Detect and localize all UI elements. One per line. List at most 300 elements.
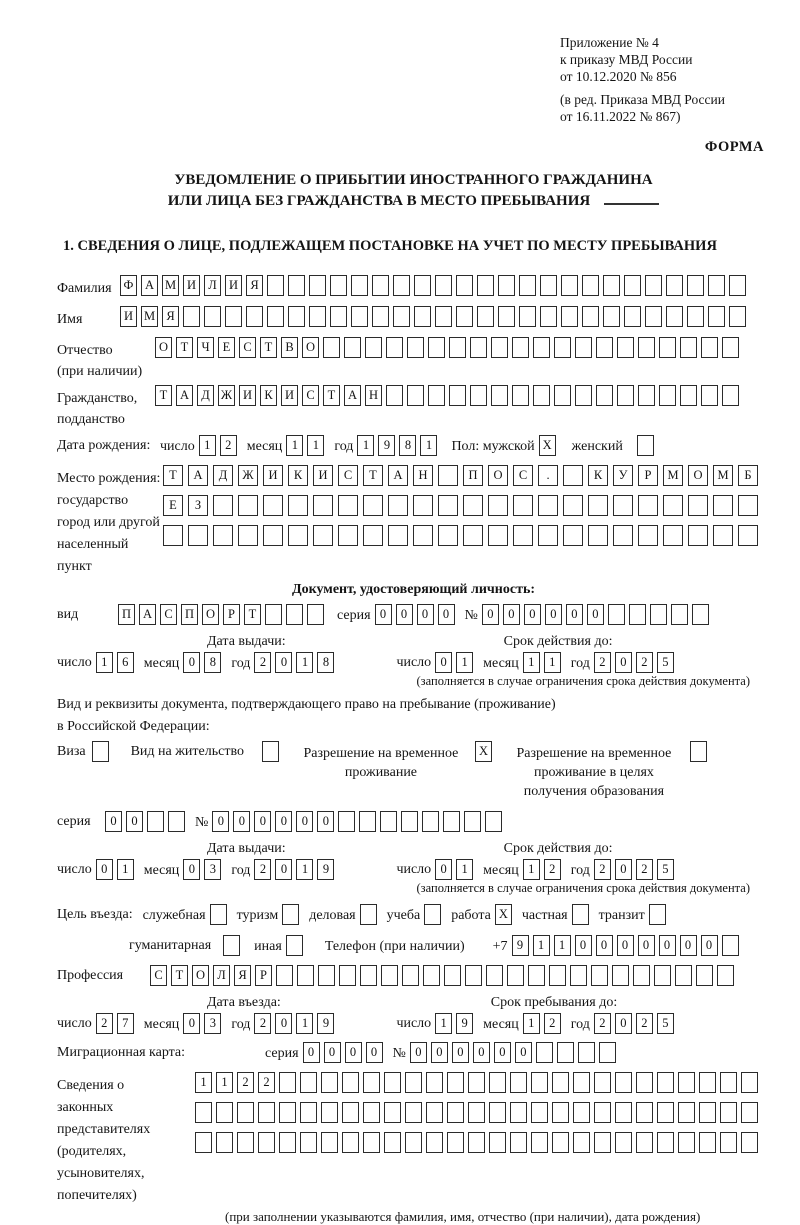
- cell[interactable]: Т: [260, 337, 277, 358]
- citizenship-cells[interactable]: [155, 385, 739, 406]
- cell[interactable]: В: [281, 337, 298, 358]
- cell[interactable]: 1: [523, 1013, 540, 1034]
- cell[interactable]: [573, 1132, 590, 1153]
- cell[interactable]: [384, 1102, 401, 1123]
- cell[interactable]: 9: [317, 859, 334, 880]
- cell[interactable]: [531, 1102, 548, 1123]
- cell[interactable]: [223, 935, 240, 956]
- cell[interactable]: [463, 495, 483, 516]
- cell[interactable]: 0: [545, 604, 562, 625]
- phone-cells[interactable]: [512, 935, 739, 956]
- cell[interactable]: Я: [246, 275, 263, 296]
- cell[interactable]: Ж: [218, 385, 235, 406]
- cell[interactable]: X: [495, 904, 512, 925]
- cell[interactable]: [360, 904, 377, 925]
- cell[interactable]: [701, 385, 718, 406]
- cell[interactable]: [741, 1072, 758, 1093]
- cell[interactable]: [563, 495, 583, 516]
- cell[interactable]: [265, 604, 282, 625]
- cell[interactable]: [713, 525, 733, 546]
- cell[interactable]: [342, 1072, 359, 1093]
- doc-number-cells[interactable]: [482, 604, 709, 625]
- cell[interactable]: Ч: [197, 337, 214, 358]
- cell[interactable]: 2: [594, 859, 611, 880]
- cell[interactable]: 1: [296, 859, 313, 880]
- cell[interactable]: 0: [126, 811, 143, 832]
- cell[interactable]: Ж: [238, 465, 258, 486]
- representatives-row1-cells[interactable]: [195, 1072, 758, 1093]
- cell[interactable]: [468, 1102, 485, 1123]
- cell[interactable]: [438, 525, 458, 546]
- cell[interactable]: 1: [199, 435, 216, 456]
- cell[interactable]: 0: [615, 859, 632, 880]
- residence-issue-day-cells[interactable]: [96, 859, 134, 880]
- cell[interactable]: [282, 904, 299, 925]
- doc-expiry-year-cells[interactable]: [594, 652, 674, 673]
- cell[interactable]: [636, 1072, 653, 1093]
- doc-issue-day-cells[interactable]: [96, 652, 134, 673]
- cell[interactable]: [463, 525, 483, 546]
- cell[interactable]: 2: [636, 652, 653, 673]
- cell[interactable]: [428, 337, 445, 358]
- cell[interactable]: 0: [438, 604, 455, 625]
- cell[interactable]: А: [139, 604, 156, 625]
- cell[interactable]: [456, 275, 473, 296]
- cell[interactable]: [552, 1132, 569, 1153]
- cell[interactable]: О: [192, 965, 209, 986]
- cell[interactable]: Р: [638, 465, 658, 486]
- cell[interactable]: [657, 1072, 674, 1093]
- cell[interactable]: П: [181, 604, 198, 625]
- cell[interactable]: [708, 275, 725, 296]
- cell[interactable]: [263, 495, 283, 516]
- doc-series-cells[interactable]: [375, 604, 455, 625]
- cell[interactable]: У: [613, 465, 633, 486]
- cell[interactable]: [531, 1132, 548, 1153]
- doc-expiry-day-cells[interactable]: [435, 652, 473, 673]
- cell[interactable]: [617, 337, 634, 358]
- cell[interactable]: И: [225, 275, 242, 296]
- cell[interactable]: 0: [410, 1042, 427, 1063]
- cell[interactable]: [489, 1072, 506, 1093]
- cell[interactable]: [678, 1072, 695, 1093]
- cell[interactable]: [435, 275, 452, 296]
- cell[interactable]: [422, 811, 439, 832]
- cell[interactable]: [663, 525, 683, 546]
- cell[interactable]: [168, 811, 185, 832]
- cell[interactable]: [536, 1042, 553, 1063]
- cell[interactable]: 2: [96, 1013, 113, 1034]
- cell[interactable]: 0: [324, 1042, 341, 1063]
- cell[interactable]: [365, 337, 382, 358]
- doc-expiry-month-cells[interactable]: [523, 652, 561, 673]
- cell[interactable]: И: [183, 275, 200, 296]
- cell[interactable]: [717, 965, 734, 986]
- cell[interactable]: И: [313, 465, 333, 486]
- cell[interactable]: [225, 306, 242, 327]
- cell[interactable]: Т: [363, 465, 383, 486]
- cell[interactable]: 0: [275, 652, 292, 673]
- cell[interactable]: [561, 306, 578, 327]
- cell[interactable]: [386, 385, 403, 406]
- cell[interactable]: [513, 495, 533, 516]
- cell[interactable]: [720, 1132, 737, 1153]
- cell[interactable]: [572, 904, 589, 925]
- cell[interactable]: [414, 306, 431, 327]
- cell[interactable]: [573, 1072, 590, 1093]
- cell[interactable]: [213, 525, 233, 546]
- cell[interactable]: [438, 465, 458, 486]
- cell[interactable]: [510, 1132, 527, 1153]
- cell[interactable]: [552, 1102, 569, 1123]
- cell[interactable]: [513, 525, 533, 546]
- cell[interactable]: [393, 306, 410, 327]
- cell[interactable]: [342, 1102, 359, 1123]
- cell[interactable]: 0: [701, 935, 718, 956]
- cell[interactable]: С: [302, 385, 319, 406]
- cell[interactable]: Д: [197, 385, 214, 406]
- cell[interactable]: [338, 811, 355, 832]
- cell[interactable]: Д: [213, 465, 233, 486]
- cell[interactable]: 0: [375, 604, 392, 625]
- cell[interactable]: 2: [254, 652, 271, 673]
- temp-residence-edu-checkbox[interactable]: [690, 741, 707, 762]
- stay-year-cells[interactable]: [594, 1013, 674, 1034]
- cell[interactable]: [372, 306, 389, 327]
- purpose-opt-commercial-checkbox[interactable]: [360, 904, 377, 925]
- cell[interactable]: 0: [452, 1042, 469, 1063]
- cell[interactable]: А: [141, 275, 158, 296]
- sex-male-checkbox[interactable]: [539, 435, 556, 456]
- cell[interactable]: 0: [183, 859, 200, 880]
- cell[interactable]: [638, 525, 658, 546]
- cell[interactable]: [596, 385, 613, 406]
- cell[interactable]: [468, 1072, 485, 1093]
- cell[interactable]: [405, 1102, 422, 1123]
- cell[interactable]: 0: [431, 1042, 448, 1063]
- cell[interactable]: [663, 495, 683, 516]
- cell[interactable]: [701, 337, 718, 358]
- cell[interactable]: 1: [523, 652, 540, 673]
- cell[interactable]: [444, 965, 461, 986]
- cell[interactable]: [401, 811, 418, 832]
- entry-day-cells[interactable]: [96, 1013, 134, 1034]
- cell[interactable]: 0: [183, 1013, 200, 1034]
- birth-year-cells[interactable]: [357, 435, 437, 456]
- cell[interactable]: [488, 525, 508, 546]
- cell[interactable]: [538, 525, 558, 546]
- cell[interactable]: Т: [163, 465, 183, 486]
- cell[interactable]: [386, 337, 403, 358]
- cell[interactable]: О: [688, 465, 708, 486]
- cell[interactable]: [321, 1072, 338, 1093]
- cell[interactable]: 1: [96, 652, 113, 673]
- cell[interactable]: [363, 495, 383, 516]
- cell[interactable]: [582, 275, 599, 296]
- cell[interactable]: [507, 965, 524, 986]
- cell[interactable]: Е: [218, 337, 235, 358]
- cell[interactable]: 0: [212, 811, 229, 832]
- cell[interactable]: 0: [105, 811, 122, 832]
- cell[interactable]: [470, 337, 487, 358]
- cell[interactable]: [491, 337, 508, 358]
- cell[interactable]: [438, 495, 458, 516]
- residence-number-cells[interactable]: [212, 811, 502, 832]
- cell[interactable]: [381, 965, 398, 986]
- cell[interactable]: [321, 1102, 338, 1123]
- cell[interactable]: [246, 306, 263, 327]
- cell[interactable]: О: [202, 604, 219, 625]
- cell[interactable]: [612, 965, 629, 986]
- cell[interactable]: [407, 385, 424, 406]
- cell[interactable]: [413, 525, 433, 546]
- cell[interactable]: [588, 495, 608, 516]
- cell[interactable]: Т: [155, 385, 172, 406]
- cell[interactable]: [528, 965, 545, 986]
- cell[interactable]: [617, 385, 634, 406]
- cell[interactable]: 1: [296, 1013, 313, 1034]
- cell[interactable]: 2: [544, 1013, 561, 1034]
- entry-month-cells[interactable]: [183, 1013, 221, 1034]
- cell[interactable]: [426, 1072, 443, 1093]
- cell[interactable]: [554, 385, 571, 406]
- cell[interactable]: 2: [254, 859, 271, 880]
- cell[interactable]: 0: [417, 604, 434, 625]
- cell[interactable]: [92, 741, 109, 762]
- cell[interactable]: 2: [544, 859, 561, 880]
- cell[interactable]: [533, 337, 550, 358]
- cell[interactable]: [300, 1072, 317, 1093]
- cell[interactable]: [540, 275, 557, 296]
- cell[interactable]: [678, 1132, 695, 1153]
- cell[interactable]: [388, 495, 408, 516]
- cell[interactable]: [613, 525, 633, 546]
- cell[interactable]: [666, 306, 683, 327]
- cell[interactable]: М: [713, 465, 733, 486]
- cell[interactable]: [533, 385, 550, 406]
- cell[interactable]: [363, 1132, 380, 1153]
- cell[interactable]: 1: [544, 652, 561, 673]
- cell[interactable]: [338, 495, 358, 516]
- cell[interactable]: 1: [195, 1072, 212, 1093]
- birthplace-row2-cells[interactable]: [163, 495, 758, 516]
- cell[interactable]: 6: [117, 652, 134, 673]
- patronymic-cells[interactable]: [155, 337, 739, 358]
- cell[interactable]: А: [388, 465, 408, 486]
- cell[interactable]: [613, 495, 633, 516]
- cell[interactable]: 0: [345, 1042, 362, 1063]
- cell[interactable]: 1: [216, 1072, 233, 1093]
- cell[interactable]: [519, 306, 536, 327]
- cell[interactable]: [238, 495, 258, 516]
- cell[interactable]: [338, 525, 358, 546]
- cell[interactable]: [213, 495, 233, 516]
- cell[interactable]: [633, 965, 650, 986]
- cell[interactable]: [195, 1102, 212, 1123]
- cell[interactable]: [330, 275, 347, 296]
- cell[interactable]: [720, 1072, 737, 1093]
- cell[interactable]: [557, 1042, 574, 1063]
- temp-residence-checkbox[interactable]: [475, 741, 492, 762]
- purpose-opt-study-checkbox[interactable]: [424, 904, 441, 925]
- cell[interactable]: О: [302, 337, 319, 358]
- cell[interactable]: [388, 525, 408, 546]
- cell[interactable]: 0: [296, 811, 313, 832]
- cell[interactable]: 2: [258, 1072, 275, 1093]
- cell[interactable]: 0: [482, 604, 499, 625]
- migration-series-cells[interactable]: [303, 1042, 383, 1063]
- cell[interactable]: К: [588, 465, 608, 486]
- cell[interactable]: С: [338, 465, 358, 486]
- cell[interactable]: [510, 1072, 527, 1093]
- cell[interactable]: [491, 385, 508, 406]
- cell[interactable]: [279, 1132, 296, 1153]
- cell[interactable]: [477, 275, 494, 296]
- cell[interactable]: 0: [275, 1013, 292, 1034]
- cell[interactable]: 0: [183, 652, 200, 673]
- cell[interactable]: [722, 935, 739, 956]
- cell[interactable]: К: [260, 385, 277, 406]
- cell[interactable]: [699, 1072, 716, 1093]
- cell[interactable]: [237, 1132, 254, 1153]
- cell[interactable]: О: [488, 465, 508, 486]
- cell[interactable]: [570, 965, 587, 986]
- cell[interactable]: М: [141, 306, 158, 327]
- cell[interactable]: [561, 275, 578, 296]
- cell[interactable]: [554, 337, 571, 358]
- cell[interactable]: [489, 1102, 506, 1123]
- cell[interactable]: [738, 525, 758, 546]
- cell[interactable]: [147, 811, 164, 832]
- cell[interactable]: [657, 1132, 674, 1153]
- cell[interactable]: [538, 495, 558, 516]
- cell[interactable]: [363, 1102, 380, 1123]
- cell[interactable]: [708, 306, 725, 327]
- cell[interactable]: 0: [435, 652, 452, 673]
- residence-issue-year-cells[interactable]: [254, 859, 334, 880]
- cell[interactable]: Я: [234, 965, 251, 986]
- cell[interactable]: 0: [680, 935, 697, 956]
- cell[interactable]: [393, 275, 410, 296]
- cell[interactable]: [424, 904, 441, 925]
- residence-expiry-month-cells[interactable]: [523, 859, 561, 880]
- cell[interactable]: Т: [244, 604, 261, 625]
- cell[interactable]: 0: [275, 811, 292, 832]
- cell[interactable]: 1: [533, 935, 550, 956]
- cell[interactable]: [638, 337, 655, 358]
- entry-year-cells[interactable]: [254, 1013, 334, 1034]
- cell[interactable]: [603, 275, 620, 296]
- residence-series-cells[interactable]: [105, 811, 185, 832]
- cell[interactable]: [720, 1102, 737, 1123]
- cell[interactable]: [363, 525, 383, 546]
- cell[interactable]: 2: [220, 435, 237, 456]
- birthplace-row1-cells[interactable]: [163, 465, 758, 486]
- purpose-opt-business-checkbox[interactable]: [210, 904, 227, 925]
- cell[interactable]: [267, 306, 284, 327]
- cell[interactable]: 9: [456, 1013, 473, 1034]
- cell[interactable]: [204, 306, 221, 327]
- cell[interactable]: [582, 306, 599, 327]
- residence-expiry-day-cells[interactable]: [435, 859, 473, 880]
- cell[interactable]: М: [663, 465, 683, 486]
- cell[interactable]: С: [160, 604, 177, 625]
- cell[interactable]: [485, 811, 502, 832]
- cell[interactable]: 1: [456, 859, 473, 880]
- cell[interactable]: [447, 1102, 464, 1123]
- cell[interactable]: [578, 1042, 595, 1063]
- residence-issue-month-cells[interactable]: [183, 859, 221, 880]
- cell[interactable]: [699, 1102, 716, 1123]
- cell[interactable]: [321, 1132, 338, 1153]
- cell[interactable]: [636, 1102, 653, 1123]
- cell[interactable]: [426, 1132, 443, 1153]
- cell[interactable]: 0: [366, 1042, 383, 1063]
- cell[interactable]: [449, 337, 466, 358]
- cell[interactable]: [372, 275, 389, 296]
- cell[interactable]: [512, 337, 529, 358]
- cell[interactable]: [279, 1072, 296, 1093]
- cell[interactable]: 0: [587, 604, 604, 625]
- cell[interactable]: [210, 904, 227, 925]
- cell[interactable]: 1: [420, 435, 437, 456]
- birth-month-cells[interactable]: [286, 435, 324, 456]
- representatives-row2-cells[interactable]: [195, 1102, 758, 1123]
- sex-female-checkbox[interactable]: [637, 435, 654, 456]
- cell[interactable]: [722, 337, 739, 358]
- cell[interactable]: 0: [575, 935, 592, 956]
- cell[interactable]: 0: [596, 935, 613, 956]
- cell[interactable]: [594, 1132, 611, 1153]
- cell[interactable]: [339, 965, 356, 986]
- cell[interactable]: [624, 275, 641, 296]
- cell[interactable]: [687, 306, 704, 327]
- cell[interactable]: [675, 965, 692, 986]
- cell[interactable]: [423, 965, 440, 986]
- cell[interactable]: [313, 525, 333, 546]
- cell[interactable]: [680, 337, 697, 358]
- cell[interactable]: [638, 495, 658, 516]
- cell[interactable]: А: [176, 385, 193, 406]
- cell[interactable]: [549, 965, 566, 986]
- cell[interactable]: [300, 1132, 317, 1153]
- cell[interactable]: [512, 385, 529, 406]
- cell[interactable]: 2: [636, 1013, 653, 1034]
- cell[interactable]: [195, 1132, 212, 1153]
- cell[interactable]: [443, 811, 460, 832]
- cell[interactable]: [588, 525, 608, 546]
- birth-day-cells[interactable]: [199, 435, 237, 456]
- cell[interactable]: [741, 1132, 758, 1153]
- stay-month-cells[interactable]: [523, 1013, 561, 1034]
- cell[interactable]: X: [475, 741, 492, 762]
- cell[interactable]: [645, 306, 662, 327]
- purpose-opt-work-checkbox[interactable]: [495, 904, 512, 925]
- cell[interactable]: 0: [615, 1013, 632, 1034]
- cell[interactable]: А: [344, 385, 361, 406]
- cell[interactable]: И: [120, 306, 137, 327]
- cell[interactable]: П: [463, 465, 483, 486]
- cell[interactable]: [741, 1102, 758, 1123]
- cell[interactable]: [351, 306, 368, 327]
- cell[interactable]: [237, 1102, 254, 1123]
- cell[interactable]: [318, 965, 335, 986]
- cell[interactable]: И: [239, 385, 256, 406]
- cell[interactable]: [313, 495, 333, 516]
- doc-issue-month-cells[interactable]: [183, 652, 221, 673]
- cell[interactable]: 9: [378, 435, 395, 456]
- cell[interactable]: 1: [286, 435, 303, 456]
